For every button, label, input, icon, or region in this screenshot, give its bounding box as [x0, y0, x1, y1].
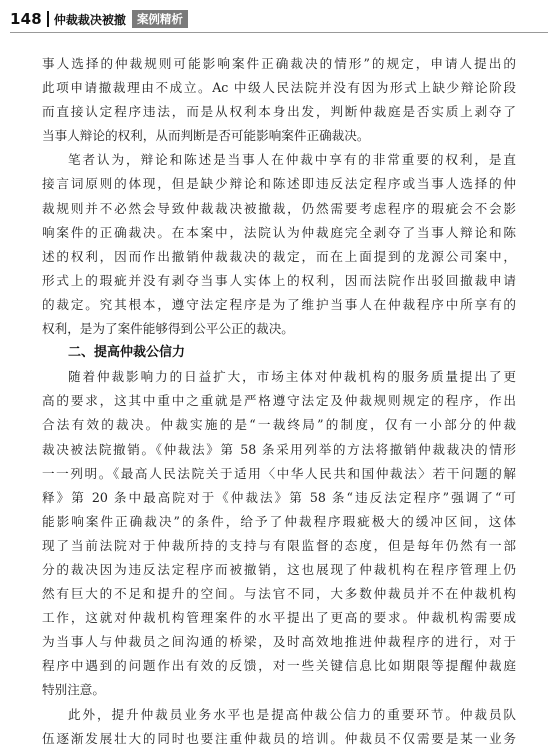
- page-body: [42, 52, 516, 751]
- section-heading: 二、提高仲裁公信力: [68, 345, 186, 361]
- text-line: 随着仲裁影响力的日益扩大，市场主体对仲裁机构的服务质量提出了更: [68, 369, 516, 385]
- page-number: 148: [10, 10, 42, 28]
- header-rule: [10, 32, 548, 33]
- text-line: 然有巨大的不足和提升的空间。与法官不同，大多数仲裁员并不在仲裁机构: [42, 586, 516, 602]
- section-tag: 案例精析: [132, 10, 188, 28]
- paragraph: [42, 148, 516, 341]
- text-line: 分的裁决因为违反法定程序而被撤销，这也展现了仲裁机构在程序管理上仍: [42, 561, 516, 577]
- paragraph: [42, 365, 516, 702]
- text-line: 为当事人与仲裁员之间沟通的桥梁，及时高效地推进仲裁程序的进行，对于: [42, 634, 516, 650]
- page-header: [10, 8, 548, 30]
- text-line: 工作，这就对仲裁机构管理案件的水平提出了更高的要求。仲裁机构需要成: [42, 610, 516, 626]
- text-line: 合法有效的裁决。仲裁实施的是“一裁终局”的制度，仅有一小部分的仲裁: [42, 417, 516, 433]
- book-title: 仲裁裁决被撤: [53, 12, 126, 27]
- text-line: 而直接认定程序违法，而是从权利本身出发，判断仲裁庭是否实质上剥夺了: [42, 104, 516, 120]
- text-line: 述的权利，因而作出撤销仲裁裁决的裁定，而在上面提到的龙源公司案中，: [42, 248, 516, 264]
- text-line: 一一列明。《最高人民法院关于适用〈中华人民共和国仲裁法〉若干问题的解: [42, 465, 516, 481]
- text-line: 形式上的瑕疵并没有剥夺当事人实体上的权利，因而法院作出驳回撤裁申请: [42, 272, 516, 288]
- paragraph: [42, 703, 516, 751]
- text-line: 此外，提升仲裁员业务水平也是提高仲裁公信力的重要环节。仲裁员队: [68, 706, 516, 722]
- text-line: 的裁定。究其根本，遵守法定程序是为了维护当事人在仲裁程序中所享有的: [42, 296, 516, 312]
- text-line: 当事人辩论的权利，从而判断是否可能影响案件正确裁决。: [42, 128, 370, 144]
- text-line: 特别注意。: [42, 682, 105, 698]
- text-line: 现了当前法院对于仲裁所持的支持与有限监督的态度，但是每年仍然有一部: [42, 537, 516, 553]
- text-line: 此项申请撤裁理由不成立。Ac 中级人民法院并没有因为形式上缺少辩论阶段: [42, 80, 516, 96]
- text-line: 裁决被法院撤销。《仲裁法》第 58 条采用列举的方法将撤销仲裁裁决的情形: [42, 441, 516, 457]
- text-line: 释》第 20 条中最高院对于《仲裁法》第 58 条“违反法定程序”强调了“可: [42, 489, 516, 505]
- text-line: 程序中遇到的问题作出有效的反馈，对一些关键信息比如期限等提醒仲裁庭: [42, 658, 516, 674]
- text-line: 伍逐渐发展壮大的同时也要注重仲裁员的培训。仲裁员不仅需要是某一业务: [42, 730, 516, 746]
- text-line: 接言词原则的体现，但是缺少辩论和陈述即违反法定程序或当事人选择的仲: [42, 176, 516, 192]
- text-line: 高的要求，这其中重中之重就是严格遵守法定及仲裁规则规定的程序，作出: [42, 393, 516, 409]
- text-line: 裁规则并不必然会导致仲裁裁决被撤裁，仍然需要考虑程序的瑕疵会不会影: [42, 200, 516, 216]
- paragraph: [42, 52, 516, 148]
- text-line: 事人选择的仲裁规则可能影响案件正确裁决的情形”的规定，申请人提出的: [42, 56, 516, 71]
- text-line: 权利，是为了案件能够得到公平公正的裁决。: [42, 321, 294, 337]
- text-line: 响案件的正确裁决。在本案中，法院认为仲裁庭完全剥夺了当事人辩论和陈: [42, 224, 516, 240]
- text-line: 能影响案件正确裁决”的条件，给予了仲裁程序瑕疵极大的缓冲区间，这体: [42, 513, 516, 529]
- header-divider: [47, 11, 49, 27]
- text-line: 笔者认为，辩论和陈述是当事人在仲裁中享有的非常重要的权利，是直: [68, 152, 516, 168]
